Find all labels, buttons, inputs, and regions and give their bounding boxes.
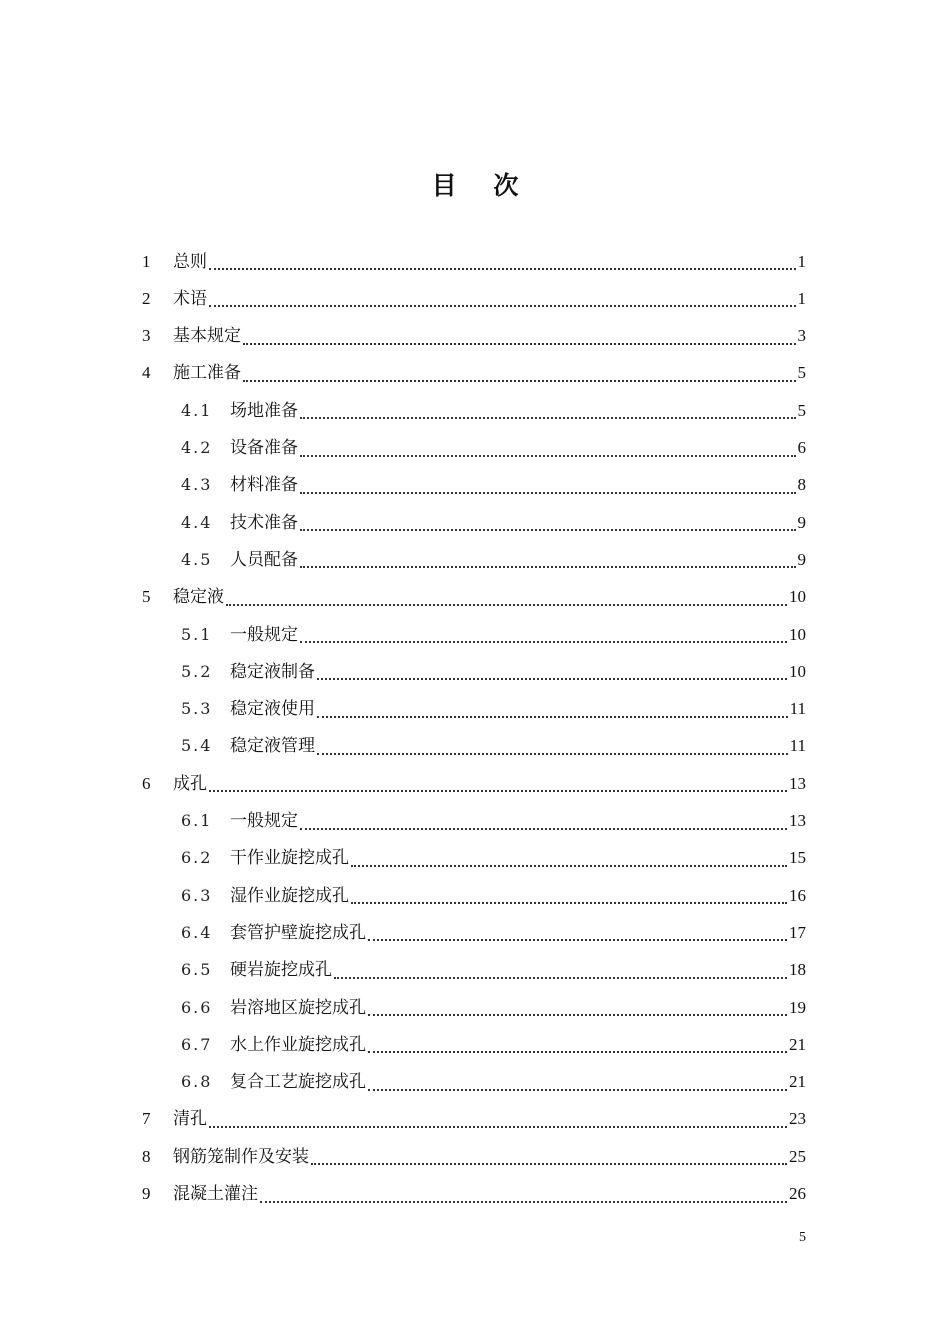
toc-entry[interactable]: [142, 355, 806, 392]
toc-entry-label: 稳定液制备: [230, 661, 315, 682]
toc-entry-number: 6.5: [181, 960, 213, 980]
toc-entry[interactable]: [142, 765, 806, 802]
toc-entry[interactable]: [142, 579, 806, 616]
toc-entry[interactable]: [181, 616, 806, 653]
toc-dot-leader: [243, 380, 796, 382]
toc-dot-leader: [317, 678, 787, 680]
toc-entry[interactable]: [142, 1176, 806, 1213]
toc-entry-number: 4.4: [181, 512, 213, 532]
page-title: 目 次: [431, 171, 533, 200]
toc-entry-page: 15: [789, 848, 806, 868]
toc-entry[interactable]: [181, 989, 806, 1026]
toc-entry-number: 6.4: [181, 922, 213, 942]
toc-entry-number: 6.6: [181, 997, 213, 1017]
toc-entry-label: 硬岩旋挖成孔: [230, 960, 332, 981]
toc-entry[interactable]: [181, 653, 806, 690]
toc-entry-label: 复合工艺旋挖成孔: [230, 1072, 366, 1093]
toc-entry-number: 6.8: [181, 1072, 213, 1092]
toc-entry-label: 人员配备: [230, 549, 298, 570]
toc-entry-label: 材料准备: [230, 475, 298, 496]
toc-entry-label: 技术准备: [230, 512, 298, 533]
toc-dot-leader: [317, 753, 788, 755]
toc-entry-label: 总则: [173, 251, 207, 272]
toc-entry-label: 成孔: [173, 773, 207, 794]
toc-dot-leader: [300, 529, 796, 531]
toc-entry-page: 21: [789, 1034, 806, 1054]
toc-dot-leader: [368, 1014, 787, 1016]
toc-entry-label: 清孔: [173, 1109, 207, 1130]
toc-entry[interactable]: [181, 952, 806, 989]
toc-dot-leader: [368, 1089, 787, 1091]
toc-entry-page: 9: [797, 512, 806, 532]
toc-entry-page: 8: [797, 475, 806, 495]
toc-entry-number: 4.3: [181, 475, 213, 495]
toc-entry-number: 4: [142, 363, 151, 383]
toc-entry-number: 1: [142, 251, 151, 271]
page-number: 5: [799, 1230, 806, 1245]
toc-entry-page: 10: [789, 587, 806, 607]
toc-dot-leader: [226, 604, 787, 606]
toc-entry-page: 11: [789, 736, 806, 756]
toc-dot-leader: [209, 1126, 787, 1128]
toc-entry-page: 5: [797, 363, 806, 383]
toc-entry-number: 5.4: [181, 736, 213, 756]
toc-entry-page: 21: [789, 1072, 806, 1092]
toc-dot-leader: [209, 268, 796, 270]
toc-entry-number: 6: [142, 773, 151, 793]
toc-entry[interactable]: [142, 1138, 806, 1175]
toc-entry-number: 4.1: [181, 400, 213, 420]
toc-entry-label: 水上作业旋挖成孔: [230, 1034, 366, 1055]
toc-entry-label: 钢筋笼制作及安装: [173, 1146, 309, 1167]
toc-entry-label: 岩溶地区旋挖成孔: [230, 997, 366, 1018]
toc-entry-number: 3: [142, 326, 151, 346]
toc-dot-leader: [243, 343, 796, 345]
toc-dot-leader: [209, 305, 796, 307]
toc-entry-page: 25: [789, 1146, 806, 1166]
toc-entry-label: 湿作业旋挖成孔: [230, 885, 349, 906]
toc-entry[interactable]: [181, 504, 806, 541]
toc-entry-label: 混凝土灌注: [173, 1184, 258, 1204]
toc-entry[interactable]: [181, 914, 806, 951]
toc-entry-number: 5: [142, 587, 151, 607]
toc-entry-label: 施工准备: [173, 363, 241, 384]
toc-dot-leader: [334, 977, 787, 979]
toc-entry-label: 稳定液使用: [230, 699, 315, 720]
toc-entry[interactable]: [142, 318, 806, 355]
toc-entry-page: 3: [797, 326, 806, 346]
toc-entry[interactable]: [181, 541, 806, 578]
toc-dot-leader: [368, 1051, 787, 1053]
toc-entry-page: 23: [789, 1109, 806, 1129]
toc-dot-leader: [209, 790, 787, 792]
toc-entry[interactable]: [181, 430, 806, 467]
toc-dot-leader: [311, 1163, 787, 1165]
toc-entry[interactable]: [181, 691, 806, 728]
toc-entry[interactable]: [142, 1101, 806, 1138]
toc-entry-page: 17: [789, 922, 806, 942]
toc-entry-number: 6.2: [181, 848, 213, 868]
toc-entry-number: 6.7: [181, 1034, 213, 1054]
toc-dot-leader: [317, 716, 788, 718]
toc-dot-leader: [300, 417, 796, 419]
toc-entry-page: 26: [789, 1184, 806, 1203]
toc-entry-label: 稳定液: [173, 587, 224, 608]
toc-entry[interactable]: [181, 877, 806, 914]
toc-entry-page: 16: [789, 885, 806, 905]
toc-dot-leader: [260, 1201, 787, 1203]
toc-entry-page: 5: [797, 400, 806, 420]
toc-dot-leader: [368, 939, 787, 941]
toc-dot-leader: [300, 492, 796, 494]
toc-dot-leader: [351, 902, 787, 904]
toc-entry-number: 5.3: [181, 699, 213, 719]
toc-entry-number: 5.2: [181, 661, 213, 681]
toc-entry-number: 8: [142, 1146, 151, 1166]
toc-entry-page: 6: [797, 438, 806, 457]
toc-entry-number: 5.1: [181, 624, 213, 644]
toc-entry[interactable]: [181, 392, 806, 429]
toc-entry-page: 10: [789, 624, 806, 644]
toc-entry[interactable]: [181, 728, 806, 765]
toc-entry-page: 1: [797, 288, 806, 308]
toc-entry-label: 套管护壁旋挖成孔: [230, 922, 366, 943]
toc-dot-leader: [300, 455, 796, 457]
toc-entry-number: 2: [142, 288, 151, 308]
toc-entry-number: 4.2: [181, 438, 213, 457]
toc-entry-page: 1: [797, 251, 806, 271]
toc-entry-label: 干作业旋挖成孔: [230, 848, 349, 869]
toc-dot-leader: [300, 828, 787, 830]
toc-entry-label: 稳定液管理: [230, 736, 315, 757]
toc-entry-label: 基本规定: [173, 326, 241, 347]
toc-entry-page: 19: [789, 997, 806, 1017]
toc-entry-label: 场地准备: [230, 400, 298, 421]
toc-entry[interactable]: [181, 1064, 806, 1101]
toc-entry[interactable]: [181, 467, 806, 504]
toc-entry-page: 13: [789, 811, 806, 830]
toc-entry-page: 11: [789, 699, 806, 719]
toc-entry-number: 7: [142, 1109, 151, 1129]
toc-entry-label: 设备准备: [230, 438, 298, 458]
toc-entry-label: 一般规定: [230, 811, 298, 831]
toc-entry-label: 一般规定: [230, 624, 298, 645]
toc-entry[interactable]: [142, 243, 806, 280]
toc-entry-page: 10: [789, 661, 806, 681]
toc-dot-leader: [351, 865, 787, 867]
toc-entry-number: 6.1: [181, 811, 213, 830]
toc-entry[interactable]: [181, 803, 806, 840]
toc-entry-number: 4.5: [181, 549, 213, 569]
toc-entry[interactable]: [181, 1026, 806, 1063]
toc-dot-leader: [300, 641, 787, 643]
toc-entry-label: 术语: [173, 288, 207, 309]
toc-entry-number: 6.3: [181, 885, 213, 905]
toc-entry-number: 9: [142, 1184, 151, 1203]
toc-entry-page: 18: [789, 960, 806, 980]
toc-entry-page: 13: [789, 773, 806, 793]
toc-entry[interactable]: [181, 840, 806, 877]
toc-entry-page: 9: [797, 549, 806, 569]
toc-dot-leader: [300, 566, 796, 568]
toc-entry[interactable]: [142, 280, 806, 317]
